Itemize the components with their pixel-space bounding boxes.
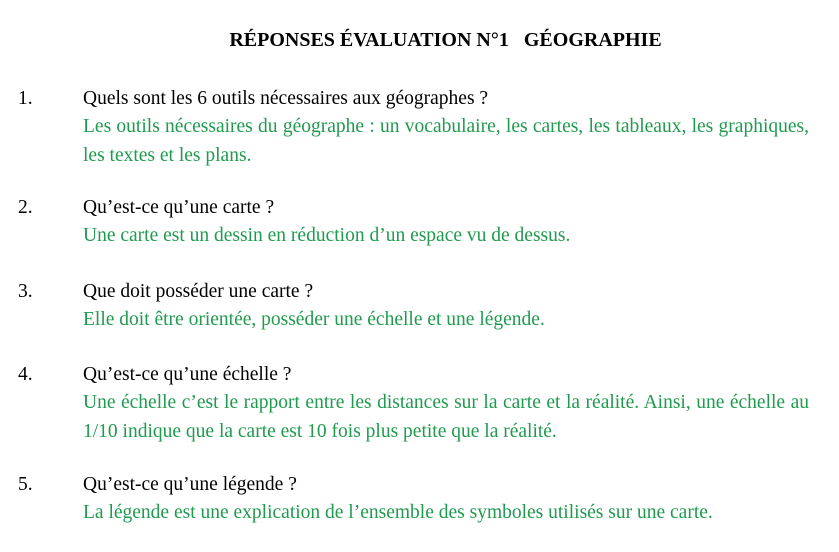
item-number: 1. bbox=[18, 88, 33, 109]
item-number: 3. bbox=[18, 281, 33, 302]
question-text: Quels sont les 6 outils nécessaires aux géographes ? bbox=[83, 88, 489, 109]
answer-text: Une échelle c’est le rapport entre les distances sur la carte et la réalité. Ainsi, une échelle au 1/10 indique que la carte est 10 fois plus petite que la réalité. bbox=[83, 392, 809, 442]
answer-text: Les outils nécessaires du géographe : un vocabulaire, les cartes, les tableaux, les graphiques, les textes et les plans. bbox=[83, 116, 809, 166]
answer-text: Une carte est un dessin en réduction d’un espace vu de dessus. bbox=[83, 225, 571, 246]
question-text: Qu’est-ce qu’une carte ? bbox=[83, 197, 275, 218]
item-number: 5. bbox=[18, 474, 33, 495]
question-text: Que doit posséder une carte ? bbox=[83, 281, 314, 302]
question-text: Qu’est-ce qu’une échelle ? bbox=[83, 364, 292, 385]
item-number: 4. bbox=[18, 364, 33, 385]
document-title: RÉPONSES ÉVALUATION N°1 GÉOGRAPHIE bbox=[229, 29, 662, 51]
item-number: 2. bbox=[18, 197, 33, 218]
answer-text: Elle doit être orientée, posséder une échelle et une légende. bbox=[83, 309, 545, 330]
answer-text: La légende est une explication de l’ensemble des symboles utilisés sur une carte. bbox=[83, 502, 713, 523]
question-text: Qu’est-ce qu’une légende ? bbox=[83, 474, 297, 495]
